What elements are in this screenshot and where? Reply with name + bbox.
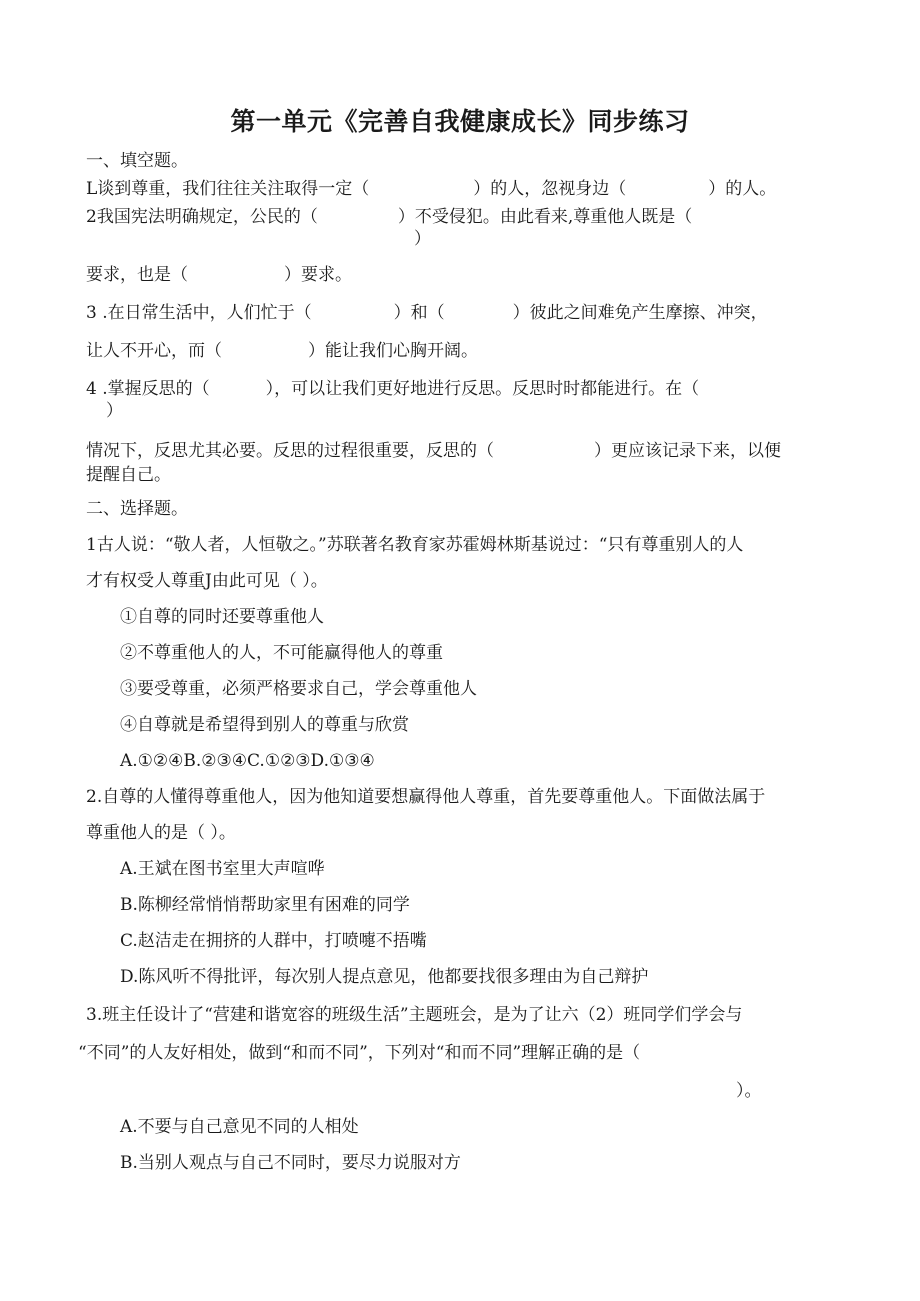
q4-text-f: 提醒自己。 <box>86 465 171 485</box>
q3-text-c: ）彼此之间难免产生摩擦、冲突， <box>512 303 768 323</box>
q2-text-e: ）要求。 <box>284 265 352 285</box>
q2-text-a: 2我国宪法明确规定，公民的（ <box>86 207 318 227</box>
q3-text-a: 3 .在日常生活中，人们忙于（ <box>86 303 312 323</box>
q3-text-d: 让人不开心，而（ <box>86 341 222 361</box>
q4-text-c: ） <box>106 401 123 421</box>
q2-text-c: ） <box>414 229 431 249</box>
question-4-line-2 <box>86 440 781 462</box>
question-2-line-1 <box>86 206 692 228</box>
choice-q1-line-2: 才有权受人尊重J由此可见（ ）。 <box>86 571 328 591</box>
question-2-line-2 <box>86 264 352 286</box>
q1-text-b: ）的人，忽视身边（ <box>473 179 627 199</box>
question-3-line-2 <box>86 340 478 362</box>
choice-q2-option-c: C.赵洁走在拥挤的人群中，打喷嚏不捂嘴 <box>120 931 427 951</box>
q4-text-b: ），可以让我们更好地进行反思。反思时时都能进行。在（ <box>265 379 700 399</box>
choice-q2-line-1: 2.自尊的人懂得尊重他人，因为他知道要想赢得他人尊重，首先要尊重他人。下面做法属于 <box>86 787 766 807</box>
choice-q1-statement-3: ③要受尊重，必须严格要求自己，学会尊重他人 <box>120 679 477 699</box>
choice-q2-option-d: D.陈风听不得批评，每次别人提点意见，他都要找很多理由为自己辩护 <box>120 967 649 987</box>
question-4-line-1 <box>86 378 699 400</box>
choice-q2-option-b: B.陈柳经常悄悄帮助家里有困难的同学 <box>120 895 410 915</box>
page-title: 第一单元《完善自我健康成长》同步练习 <box>230 107 690 136</box>
choice-q1-statement-2: ②不尊重他人的人，不可能赢得他人的尊重 <box>120 643 443 663</box>
question-1-line <box>86 178 776 200</box>
choice-q2-line-2: 尊重他人的是（ ）。 <box>86 823 236 843</box>
q3-text-b: ）和（ <box>393 303 445 323</box>
choice-q3-line-1: 3.班主任设计了“营建和谐宽容的班级生活”主题班会，是为了让六（2）班同学们学会与 <box>86 1005 743 1025</box>
section-heading-fill-in: 一、填空题。 <box>86 151 188 171</box>
question-3-line-1 <box>86 302 768 324</box>
choice-q3-line-3: ）。 <box>736 1081 762 1101</box>
section-heading-choice: 二、选择题。 <box>86 499 188 519</box>
choice-q3-option-b: B.当别人观点与自己不同时，要尽力说服对方 <box>120 1153 461 1173</box>
q2-text-d: 要求，也是（ <box>86 265 188 285</box>
choice-q1-answers: A.①②④B.②③④C.①②③D.①③④ <box>120 751 375 771</box>
q3-text-e: ）能让我们心胸开阔。 <box>308 341 478 361</box>
q1-text-a: L谈到尊重，我们往往关注取得一定（ <box>86 179 370 199</box>
choice-q3-line-2: “不同”的人友好相处，做到“和而不同”，下列对“和而不同”理解正确的是（ <box>78 1043 641 1063</box>
choice-q1-statement-4: ④自尊就是希望得到别人的尊重与欣赏 <box>120 715 409 735</box>
q4-text-e: ）更应该记录下来，以便 <box>594 441 781 461</box>
q1-text-c: ）的人。 <box>708 179 777 199</box>
q4-text-a: 4 .掌握反思的（ <box>86 379 210 399</box>
choice-q1-line-1: 1古人说：“敬人者，人恒敬之。”苏联著名教育家苏霍姆林斯基说过：“只有尊重别人的人 <box>86 535 744 555</box>
q2-text-b: ）不受侵犯。由此看来,尊重他人既是（ <box>397 207 693 227</box>
q4-text-d: 情况下，反思尤其必要。反思的过程很重要，反思的（ <box>86 441 494 461</box>
choice-q3-option-a: A.不要与自己意见不同的人相处 <box>120 1117 359 1137</box>
choice-q1-statement-1: ①自尊的同时还要尊重他人 <box>120 607 324 627</box>
choice-q2-option-a: A.王斌在图书室里大声喧哗 <box>120 859 325 879</box>
